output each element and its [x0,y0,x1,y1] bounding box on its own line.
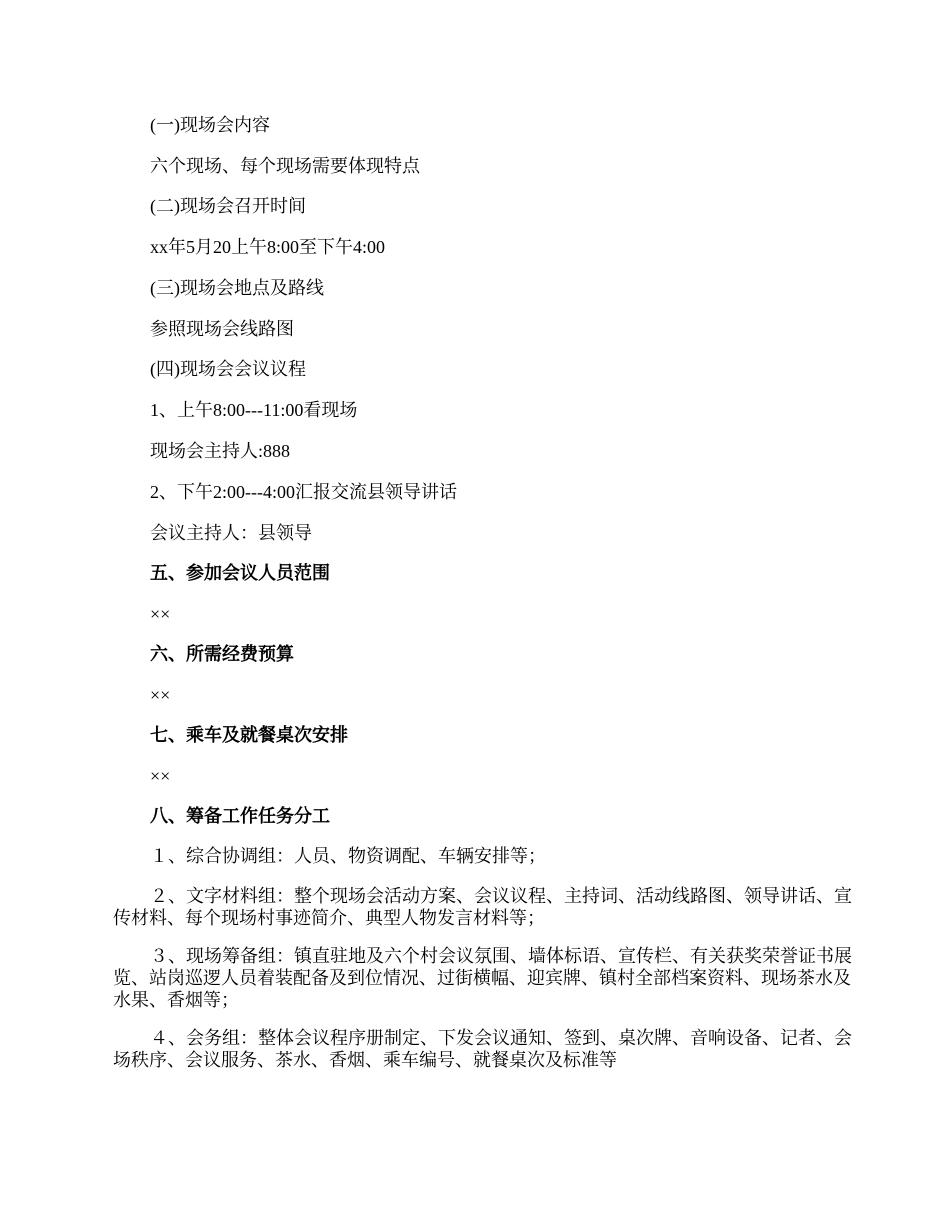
task-paragraph: ２、文字材料组：整个现场会活动方案、会议议程、主持词、活动线路图、领导讲话、宣传材料、每个现场村事迹简介、典型人物发言材料等； [113,886,852,928]
section-body: ×× [150,766,171,786]
text-line: 六个现场、每个现场需要体现特点 [150,156,420,176]
task-paragraph: １、综合协调组：人员、物资调配、车辆安排等； [150,846,546,866]
task-paragraph: ３、现场筹备组：镇直驻地及六个村会议氛围、墙体标语、宣传栏、有关获奖荣誉证书展览、站岗巡逻人员着装配备及到位情况、过街横幅、迎宾牌、镇村全部档案资料、现场茶水及水果、香烟等； [113,946,852,1010]
text-line: 现场会主持人:888 [150,441,291,461]
text-line: 参照现场会线路图 [150,319,294,339]
section-body: ×× [150,604,171,624]
task-paragraph: ４、会务组：整体会议程序册制定、下发会议通知、签到、桌次牌、音响设备、记者、会场秩序、会议服务、茶水、香烟、乘车编号、就餐桌次及标准等 [113,1028,852,1070]
section-heading: 八、筹备工作任务分工 [150,806,330,826]
section-heading: 七、乘车及就餐桌次安排 [150,725,348,745]
subheading-content: (一)现场会内容 [150,115,270,135]
text-line: xx年5月20上午8:00至下午4:00 [150,237,386,257]
text-line: 会议主持人：县领导 [150,523,312,543]
text-line: 2、下午2:00---4:00汇报交流县领导讲话 [150,482,457,502]
text-line: 1、上午8:00---11:00看现场 [150,400,358,420]
subheading-location: (三)现场会地点及路线 [150,278,324,298]
subheading-time: (二)现场会召开时间 [150,196,306,216]
subheading-agenda: (四)现场会会议议程 [150,359,306,379]
section-heading: 五、参加会议人员范围 [150,563,330,583]
section-heading: 六、所需经费预算 [150,644,294,664]
section-body: ×× [150,685,171,705]
